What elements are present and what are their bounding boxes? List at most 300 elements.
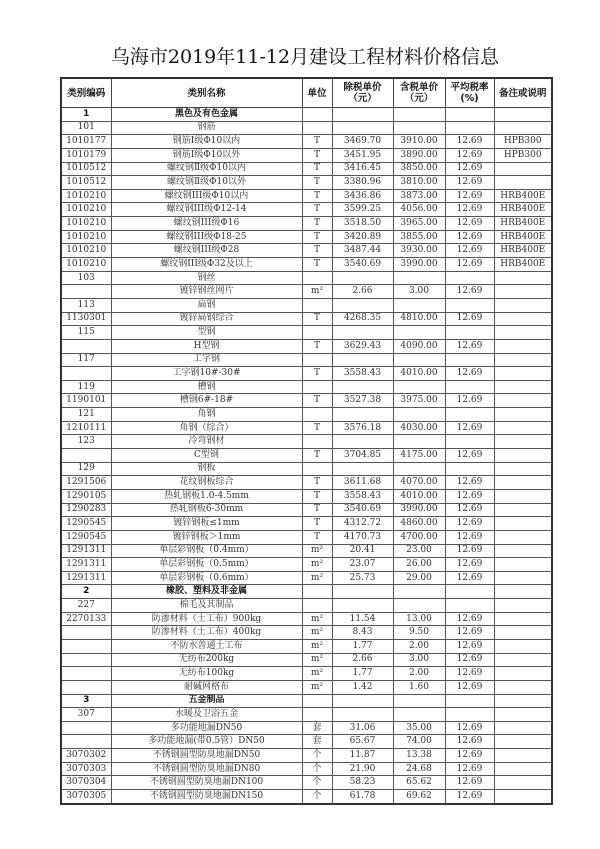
cell-code: 3070303 [61, 762, 111, 776]
cell-name: 水暖及卫浴五金 [111, 708, 302, 722]
cell-unit: T [302, 312, 332, 326]
cell-unit: m² [302, 558, 332, 572]
cell-unit [302, 708, 332, 722]
cell-name: 不锈钢圆型防臭地漏DN80 [111, 762, 302, 776]
cell-price-inc-tax: 26.00 [393, 558, 445, 572]
cell-tax-rate: 12.69 [445, 503, 494, 517]
cell-tax-rate: 12.69 [445, 735, 494, 749]
table-row [61, 462, 552, 476]
cell-code: 1290545 [61, 517, 111, 531]
cell-unit [302, 694, 332, 708]
cell-code: 1010177 [61, 135, 111, 149]
cell-tax-rate: 12.69 [445, 530, 494, 544]
table-row [61, 449, 552, 463]
category-row [61, 108, 552, 122]
cell-name: 螺纹钢III级Φ12-14 [111, 203, 302, 217]
cell-unit: T [302, 449, 332, 463]
cell-note [494, 530, 552, 544]
table-row [61, 203, 552, 217]
cell-note [494, 121, 552, 135]
table-row [61, 394, 552, 408]
table-row [61, 176, 552, 190]
cell-name: 多功能地漏DN50 [111, 721, 302, 735]
cell-note: HRB400E [494, 189, 552, 203]
table-row [61, 326, 552, 340]
cell-tax-rate: 12.69 [445, 244, 494, 258]
cell-price-ex-tax [332, 408, 393, 422]
category-row [61, 585, 552, 599]
cell-tax-rate: 12.69 [445, 721, 494, 735]
cell-unit: T [302, 530, 332, 544]
cell-price-inc-tax [393, 408, 445, 422]
cell-unit: m² [302, 544, 332, 558]
page-title: 乌海市2019年11-12月建设工程材料价格信息 [110, 46, 500, 68]
cell-price-ex-tax: 3540.69 [332, 503, 393, 517]
cell-price-ex-tax [332, 585, 393, 599]
cell-price-ex-tax [332, 121, 393, 135]
cell-tax-rate: 12.69 [445, 258, 494, 272]
cell-name: 角钢（综合） [111, 421, 302, 435]
cell-unit: T [302, 230, 332, 244]
cell-price-ex-tax: 3469.70 [332, 135, 393, 149]
cell-name: 槽钢 [111, 380, 302, 394]
cell-code [61, 721, 111, 735]
cell-price-ex-tax: 3451.95 [332, 148, 393, 162]
header-price-inc-tax-line1: 含税单价 [399, 82, 438, 93]
cell-price-ex-tax: 3576.18 [332, 421, 393, 435]
cell-code: 2 [61, 585, 111, 599]
cell-code: 1290105 [61, 489, 111, 503]
cell-note [494, 408, 552, 422]
cell-price-ex-tax: 31.06 [332, 721, 393, 735]
table-row [61, 612, 552, 626]
cell-code: 1290545 [61, 530, 111, 544]
cell-code: 1010179 [61, 148, 111, 162]
cell-name: 镀锌钢丝网片 [111, 285, 302, 299]
table-row [61, 298, 552, 312]
cell-price-ex-tax: 58.23 [332, 776, 393, 790]
table-row [61, 626, 552, 640]
table-row [61, 708, 552, 722]
cell-note [494, 503, 552, 517]
cell-name: 不锈钢圆型防臭地漏DN150 [111, 790, 302, 804]
cell-name: 角钢 [111, 408, 302, 422]
table-row [61, 790, 552, 804]
cell-note [494, 762, 552, 776]
cell-price-ex-tax: 3527.38 [332, 394, 393, 408]
cell-price-inc-tax: 24.68 [393, 762, 445, 776]
cell-name: 钢筋 [111, 121, 302, 135]
cell-code [61, 667, 111, 681]
cell-price-inc-tax: 13.00 [393, 612, 445, 626]
cell-tax-rate: 12.69 [445, 135, 494, 149]
cell-name: 钢板 [111, 462, 302, 476]
table-row [61, 421, 552, 435]
header-price-inc-tax [393, 78, 445, 108]
cell-price-ex-tax [332, 298, 393, 312]
cell-tax-rate [445, 435, 494, 449]
cell-tax-rate: 12.69 [445, 394, 494, 408]
cell-code: 1210111 [61, 421, 111, 435]
cell-price-ex-tax [332, 271, 393, 285]
cell-price-ex-tax: 20.41 [332, 544, 393, 558]
cell-price-ex-tax: 4312.72 [332, 517, 393, 531]
cell-tax-rate: 12.69 [445, 421, 494, 435]
cell-price-inc-tax: 3990.00 [393, 503, 445, 517]
cell-name: 镀锌扁钢综合 [111, 312, 302, 326]
cell-price-ex-tax: 21.90 [332, 762, 393, 776]
cell-unit: T [302, 476, 332, 490]
cell-note [494, 599, 552, 613]
cell-price-ex-tax: 3540.69 [332, 258, 393, 272]
cell-code: 119 [61, 380, 111, 394]
cell-price-ex-tax: 11.87 [332, 749, 393, 763]
table-row [61, 749, 552, 763]
cell-note: HRB400E [494, 203, 552, 217]
cell-price-inc-tax: 4010.00 [393, 489, 445, 503]
header-tax-rate-line2: (%) [460, 93, 479, 104]
cell-code: 101 [61, 121, 111, 135]
cell-price-ex-tax: 65.67 [332, 735, 393, 749]
cell-name: 防渗材料（土工布）900kg [111, 612, 302, 626]
cell-name: 单层彩钢板（0.6mm） [111, 571, 302, 585]
cell-tax-rate: 12.69 [445, 790, 494, 804]
cell-name: 无纺布100kg [111, 667, 302, 681]
cell-price-ex-tax: 1.42 [332, 680, 393, 694]
cell-name: 镀锌钢板＞1mm [111, 530, 302, 544]
cell-price-inc-tax: 65.62 [393, 776, 445, 790]
cell-note [494, 612, 552, 626]
cell-code: 115 [61, 326, 111, 340]
cell-price-ex-tax [332, 462, 393, 476]
cell-unit: m² [302, 626, 332, 640]
cell-price-inc-tax [393, 298, 445, 312]
cell-code [61, 285, 111, 299]
cell-price-inc-tax: 4070.00 [393, 476, 445, 490]
cell-price-inc-tax: 4175.00 [393, 449, 445, 463]
cell-note [494, 626, 552, 640]
cell-code: 1291311 [61, 571, 111, 585]
cell-code: 3070305 [61, 790, 111, 804]
cell-name: 型钢 [111, 326, 302, 340]
cell-name: 螺纹钢III级Φ32及以上 [111, 258, 302, 272]
cell-price-ex-tax: 3518.50 [332, 217, 393, 231]
cell-unit [302, 326, 332, 340]
cell-code: 1291311 [61, 544, 111, 558]
cell-note [494, 353, 552, 367]
cell-unit: T [302, 489, 332, 503]
cell-unit: m² [302, 667, 332, 681]
cell-price-inc-tax [393, 108, 445, 122]
table-row [61, 558, 552, 572]
header-note: 备注或说明 [494, 78, 552, 108]
cell-note [494, 367, 552, 381]
cell-code: 3070302 [61, 749, 111, 763]
cell-unit: m² [302, 285, 332, 299]
cell-name: 镀锌钢板≤1mm [111, 517, 302, 531]
cell-tax-rate: 12.69 [445, 612, 494, 626]
table-row [61, 721, 552, 735]
cell-price-inc-tax: 13.38 [393, 749, 445, 763]
table-row [61, 244, 552, 258]
cell-tax-rate: 12.69 [445, 285, 494, 299]
cell-price-inc-tax: 3850.00 [393, 162, 445, 176]
cell-unit [302, 408, 332, 422]
cell-unit: T [302, 162, 332, 176]
cell-name: 螺纹钢Ⅱ级Φ10以外 [111, 176, 302, 190]
cell-price-ex-tax [332, 326, 393, 340]
cell-unit: T [302, 258, 332, 272]
cell-price-ex-tax: 4170.73 [332, 530, 393, 544]
cell-note [494, 176, 552, 190]
cell-name: 热轧钢板6-30mm [111, 503, 302, 517]
cell-unit: T [302, 339, 332, 353]
cell-unit: T [302, 217, 332, 231]
cell-tax-rate: 12.69 [445, 653, 494, 667]
cell-price-ex-tax: 25.73 [332, 571, 393, 585]
table-row [61, 599, 552, 613]
cell-code [61, 735, 111, 749]
cell-price-ex-tax: 8.43 [332, 626, 393, 640]
cell-price-ex-tax: 3611.68 [332, 476, 393, 490]
cell-price-inc-tax: 3975.00 [393, 394, 445, 408]
cell-code: 1010210 [61, 203, 111, 217]
cell-unit [302, 462, 332, 476]
cell-unit [302, 585, 332, 599]
cell-note [494, 558, 552, 572]
cell-unit: m² [302, 612, 332, 626]
cell-price-inc-tax: 2.00 [393, 667, 445, 681]
cell-price-ex-tax: 3629.43 [332, 339, 393, 353]
cell-unit: 个 [302, 776, 332, 790]
cell-price-ex-tax: 3558.43 [332, 489, 393, 503]
cell-name: 不锈钢圆型防臭地漏DN50 [111, 749, 302, 763]
cell-unit: T [302, 394, 332, 408]
table-row [61, 530, 552, 544]
cell-name: 不防水普通土工布 [111, 639, 302, 653]
cell-price-ex-tax: 3704.85 [332, 449, 393, 463]
cell-price-inc-tax: 29.00 [393, 571, 445, 585]
cell-price-inc-tax: 3910.00 [393, 135, 445, 149]
cell-unit: m² [302, 571, 332, 585]
table-row [61, 217, 552, 231]
table-row [61, 639, 552, 653]
cell-code: 1010512 [61, 176, 111, 190]
cell-tax-rate: 12.69 [445, 571, 494, 585]
header-price-inc-tax-line2: （元） [404, 93, 434, 104]
cell-note: HRB400E [494, 258, 552, 272]
cell-tax-rate: 12.69 [445, 544, 494, 558]
cell-note [494, 749, 552, 763]
cell-tax-rate: 12.69 [445, 639, 494, 653]
table-row [61, 367, 552, 381]
cell-note [494, 435, 552, 449]
cell-unit: T [302, 176, 332, 190]
cell-tax-rate: 12.69 [445, 489, 494, 503]
cell-price-inc-tax: 3890.00 [393, 148, 445, 162]
cell-price-ex-tax: 3436.86 [332, 189, 393, 203]
cell-note [494, 517, 552, 531]
cell-unit: 套 [302, 735, 332, 749]
cell-price-inc-tax: 3810.00 [393, 176, 445, 190]
cell-note [494, 298, 552, 312]
cell-unit [302, 121, 332, 135]
header-code: 类别编码 [61, 78, 111, 108]
cell-tax-rate [445, 271, 494, 285]
cell-tax-rate [445, 121, 494, 135]
cell-code: 117 [61, 353, 111, 367]
cell-unit: T [302, 148, 332, 162]
cell-unit [302, 599, 332, 613]
cell-name: H型钢 [111, 339, 302, 353]
table-row [61, 503, 552, 517]
cell-price-inc-tax [393, 585, 445, 599]
cell-unit [302, 271, 332, 285]
category-row [61, 694, 552, 708]
table-header-row [61, 78, 552, 108]
cell-name: 螺纹钢III级Φ10以内 [111, 189, 302, 203]
cell-code: 1010210 [61, 217, 111, 231]
table-row [61, 735, 552, 749]
cell-tax-rate: 12.69 [445, 667, 494, 681]
cell-price-ex-tax: 11.54 [332, 612, 393, 626]
cell-name: 热轧钢板1.0-4.5mm [111, 489, 302, 503]
cell-note [494, 639, 552, 653]
table-row [61, 258, 552, 272]
cell-name: 耐碱网格布 [111, 680, 302, 694]
cell-price-inc-tax [393, 121, 445, 135]
table-row [61, 189, 552, 203]
cell-unit: T [302, 203, 332, 217]
cell-name: 花纹钢板综合 [111, 476, 302, 490]
cell-unit: T [302, 244, 332, 258]
cell-unit: 个 [302, 762, 332, 776]
table-row [61, 312, 552, 326]
cell-tax-rate [445, 326, 494, 340]
cell-code: 129 [61, 462, 111, 476]
cell-tax-rate: 12.69 [445, 558, 494, 572]
cell-tax-rate [445, 298, 494, 312]
cell-unit [302, 380, 332, 394]
cell-note [494, 653, 552, 667]
cell-name: 黑色及有色金属 [111, 108, 302, 122]
cell-price-ex-tax [332, 694, 393, 708]
cell-unit: 个 [302, 749, 332, 763]
cell-unit [302, 353, 332, 367]
cell-unit: T [302, 135, 332, 149]
cell-tax-rate: 12.69 [445, 626, 494, 640]
cell-price-inc-tax: 3965.00 [393, 217, 445, 231]
table-row [61, 380, 552, 394]
cell-code [61, 639, 111, 653]
cell-code: 113 [61, 298, 111, 312]
cell-price-inc-tax: 4030.00 [393, 421, 445, 435]
cell-unit: T [302, 503, 332, 517]
cell-name: 螺纹钢III级Φ18-25 [111, 230, 302, 244]
cell-price-inc-tax: 3.00 [393, 285, 445, 299]
cell-note [494, 162, 552, 176]
cell-unit: 个 [302, 790, 332, 804]
cell-note [494, 585, 552, 599]
cell-price-inc-tax [393, 708, 445, 722]
cell-note [494, 708, 552, 722]
cell-price-ex-tax: 61.78 [332, 790, 393, 804]
cell-note [494, 667, 552, 681]
cell-price-inc-tax [393, 326, 445, 340]
cell-tax-rate: 12.69 [445, 517, 494, 531]
cell-price-ex-tax: 1.77 [332, 667, 393, 681]
cell-tax-rate: 12.69 [445, 189, 494, 203]
table-body [61, 108, 552, 804]
cell-tax-rate [445, 108, 494, 122]
table-row [61, 435, 552, 449]
cell-tax-rate [445, 380, 494, 394]
cell-price-ex-tax [332, 599, 393, 613]
cell-note [494, 680, 552, 694]
table-row [61, 162, 552, 176]
cell-price-inc-tax: 1.60 [393, 680, 445, 694]
cell-price-inc-tax: 2.00 [393, 639, 445, 653]
cell-note [494, 421, 552, 435]
cell-price-ex-tax: 1.77 [332, 639, 393, 653]
cell-note [494, 571, 552, 585]
table-row [61, 353, 552, 367]
cell-code [61, 449, 111, 463]
cell-code: 2270133 [61, 612, 111, 626]
cell-code: 1010210 [61, 189, 111, 203]
cell-price-inc-tax [393, 435, 445, 449]
cell-name: 冷弯钢材 [111, 435, 302, 449]
cell-price-ex-tax: 3487.44 [332, 244, 393, 258]
cell-price-ex-tax: 2.66 [332, 653, 393, 667]
cell-name: 无纺布200kg [111, 653, 302, 667]
cell-unit: T [302, 517, 332, 531]
cell-note [494, 394, 552, 408]
table-row [61, 571, 552, 585]
cell-tax-rate: 12.69 [445, 749, 494, 763]
cell-note [494, 285, 552, 299]
table-row [61, 776, 552, 790]
cell-note: HPB300 [494, 148, 552, 162]
cell-tax-rate [445, 708, 494, 722]
cell-price-ex-tax [332, 108, 393, 122]
table-row [61, 476, 552, 490]
cell-tax-rate: 12.69 [445, 680, 494, 694]
cell-price-ex-tax [332, 353, 393, 367]
cell-code: 1010210 [61, 230, 111, 244]
cell-price-ex-tax: 3416.45 [332, 162, 393, 176]
cell-name: 棉毛及其制品 [111, 599, 302, 613]
cell-tax-rate: 12.69 [445, 312, 494, 326]
table-row [61, 667, 552, 681]
cell-tax-rate [445, 462, 494, 476]
header-name: 类别名称 [111, 78, 302, 108]
cell-code: 1010210 [61, 258, 111, 272]
cell-code: 121 [61, 408, 111, 422]
table-row [61, 517, 552, 531]
cell-name: 单层彩钢板（0.4mm） [111, 544, 302, 558]
cell-tax-rate: 12.69 [445, 367, 494, 381]
cell-name: 单层彩钢板（0.5mm） [111, 558, 302, 572]
header-tax-rate-line1: 平均税率 [450, 82, 489, 93]
cell-unit: T [302, 367, 332, 381]
table-row [61, 489, 552, 503]
table-row [61, 762, 552, 776]
cell-note [494, 326, 552, 340]
cell-tax-rate: 12.69 [445, 217, 494, 231]
cell-tax-rate [445, 585, 494, 599]
cell-tax-rate: 12.69 [445, 148, 494, 162]
